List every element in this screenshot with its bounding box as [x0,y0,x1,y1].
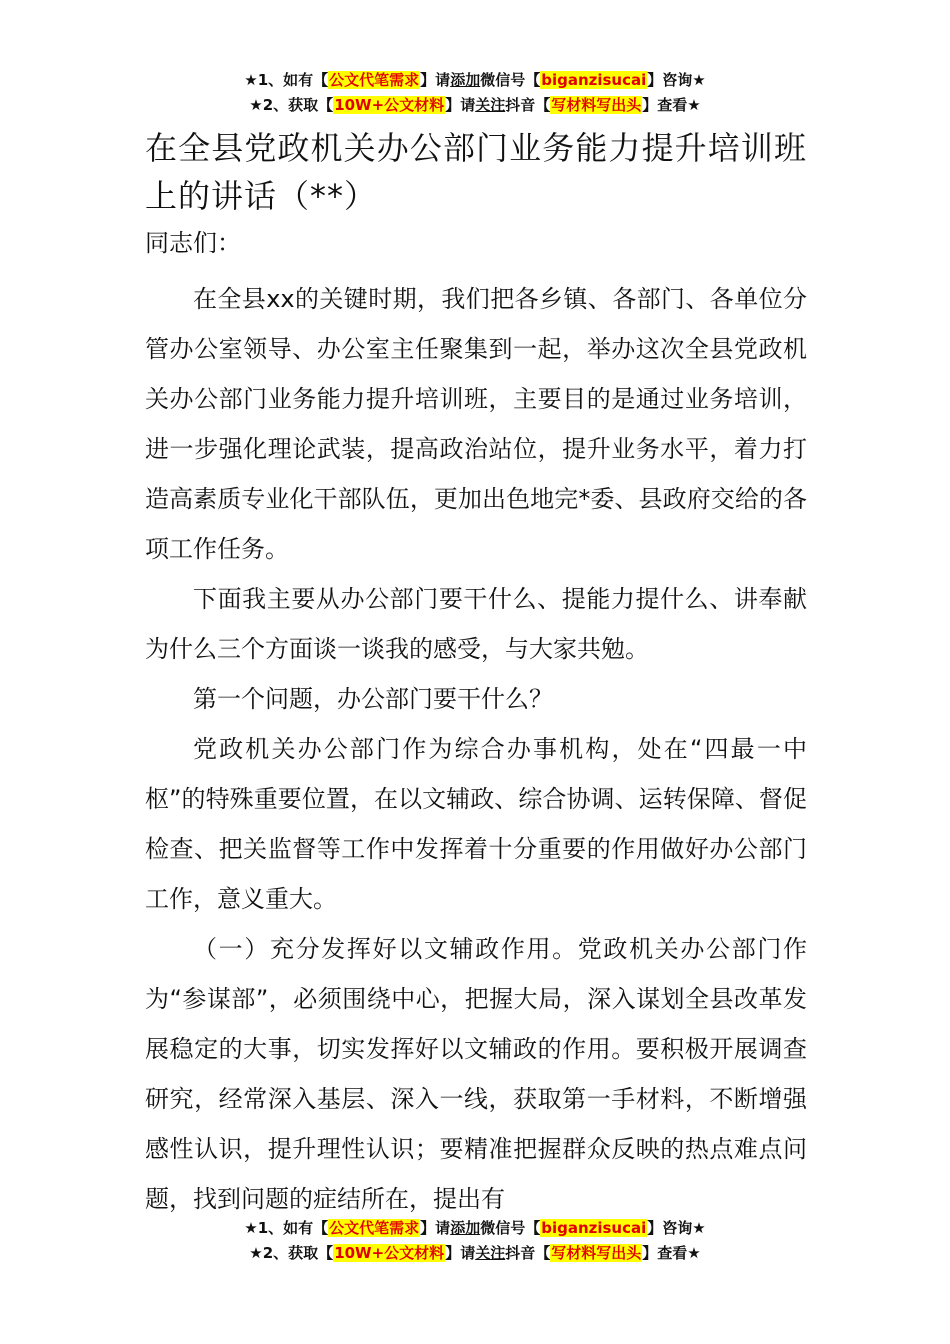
promo-line-2: ★2、获取【10W+公文材料】请关注抖音【写材料写出头】查看★ [249,96,701,114]
promo-line-2: ★2、获取【10W+公文材料】请关注抖音【写材料写出头】查看★ [249,1244,701,1262]
promo-line-1: ★1、如有【公文代笔需求】请添加微信号【biganzisucai】咨询★ [244,71,706,89]
paragraph-3: 党政机关办公部门作为综合办事机构，处在“四最一中枢”的特殊重要位置，在以文辅政、综合协调、运转保障、督促检查、把关监督等工作中发挥着十分重要的作用做好办公部门工作，意义重大。 [145,735,807,913]
paragraph-2: 下面我主要从办公部门要干什么、提能力提什么、讲奉献为什么三个方面谈一谈我的感受，与大家共勉。 [145,585,807,663]
highlight-wechat-id: biganzisucai [541,1219,647,1237]
paragraph-1: 在全县xx的关键时期，我们把各乡镇、各部门、各单位分管办公室领导、办公室主任聚集到一起，举办这次全县党政机关办公部门业务能力提升培训班，主要目的是通过业务培训，进一步强化理论武装，提高政治站位，提升业务水平，着力打造高素质专业化干部队伍，更加出色地完*委、县政府交给的各项工作任务。 [145,285,807,563]
highlight-service: 公文代笔需求 [329,71,420,89]
promo-banner-bottom [0,1216,950,1266]
document-body [145,124,807,1224]
document-title: 在全县党政机关办公部门业务能力提升培训班上的讲话（**） [145,129,807,215]
paragraph-4: （一）充分发挥好以文辅政作用。党政机关办公部门作为“参谋部”，必须围绕中心，把握大局，深入谋划全县改革发展稳定的大事，切实发挥好以文辅政的作用。要积极开展调查研究，经常深入基层、深入一线，获取第一手材料，不断增强感性认识，提升理性认识；要精准把握群众反映的热点难点问题，找到问题的症结所在，提出有 [145,935,807,1213]
highlight-wechat-id: biganzisucai [541,71,647,89]
salutation: 同志们： [145,229,241,257]
section-heading-1: 第一个问题，办公部门要干什么？ [193,685,553,713]
promo-banner-top [0,68,950,118]
highlight-service: 公文代笔需求 [329,1219,420,1237]
highlight-douyin: 写材料写出头 [551,1244,642,1262]
highlight-douyin: 写材料写出头 [551,96,642,114]
highlight-materials: 10W+公文材料 [334,1244,445,1262]
promo-line-1: ★1、如有【公文代笔需求】请添加微信号【biganzisucai】咨询★ [244,1219,706,1237]
highlight-materials: 10W+公文材料 [334,96,445,114]
